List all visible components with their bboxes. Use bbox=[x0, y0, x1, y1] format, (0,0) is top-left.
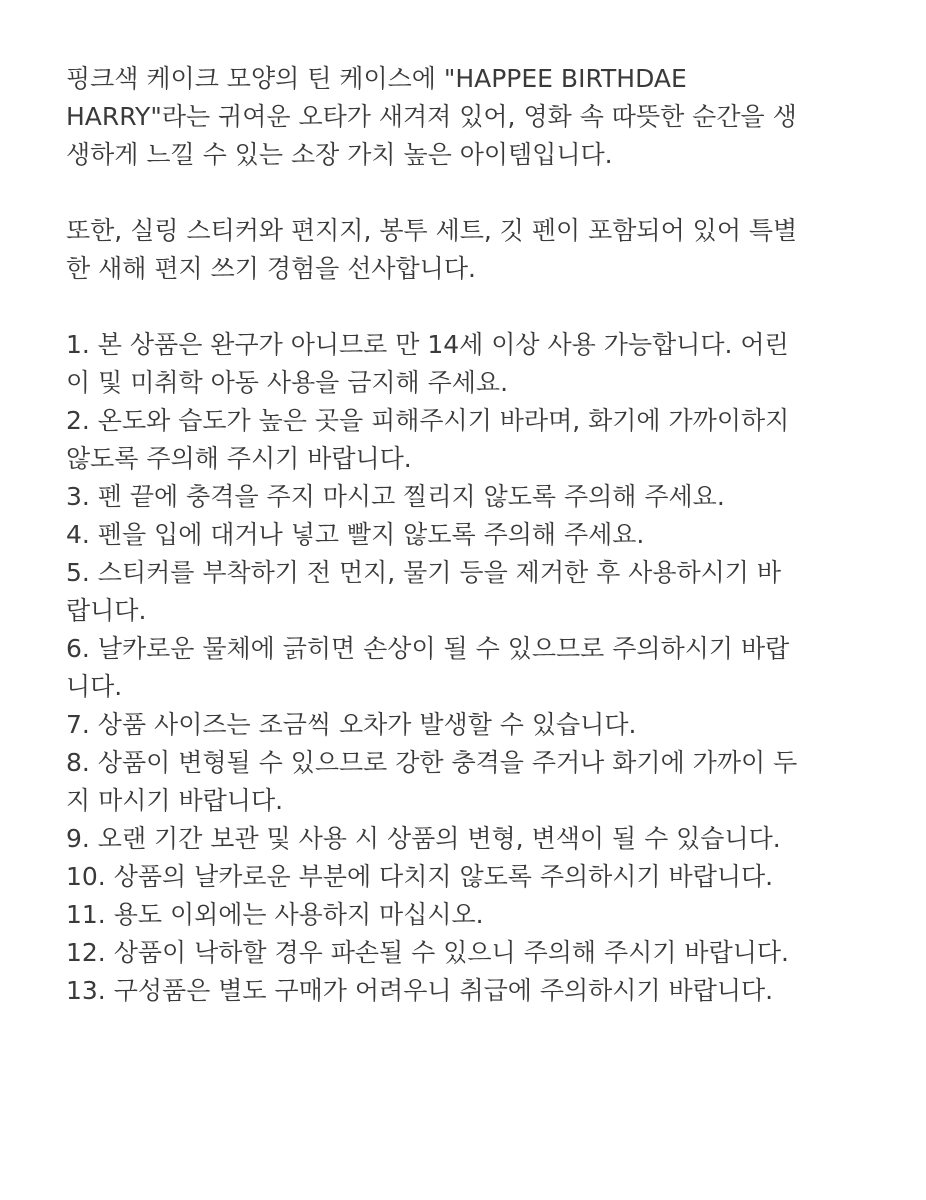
intro-line: 핑크색 케이크 모양의 틴 케이스에 "HAPPEE BIRTHDAE bbox=[66, 64, 687, 93]
notice-line: 4. 펜을 입에 대거나 넣고 빨지 않도록 주의해 주세요. bbox=[66, 520, 645, 549]
extra-line: 또한, 실링 스티커와 편지지, 봉투 세트, 깃 펜이 포함되어 있어 특별 bbox=[66, 216, 798, 245]
notice-line: 7. 상품 사이즈는 조금씩 오차가 발생할 수 있습니다. bbox=[66, 710, 637, 739]
paragraph-spacer bbox=[66, 288, 866, 326]
notice-line: 3. 펜 끝에 충격을 주지 마시고 찔리지 않도록 주의해 주세요. bbox=[66, 482, 725, 511]
intro-line: HARRY"라는 귀여운 오타가 새겨져 있어, 영화 속 따뜻한 순간을 생 bbox=[66, 102, 797, 131]
extra-line: 한 새해 편지 쓰기 경험을 선사합니다. bbox=[66, 254, 476, 283]
notice-line: 10. 상품의 날카로운 부분에 다치지 않도록 주의하시기 바랍니다. bbox=[66, 862, 774, 891]
notice-list bbox=[66, 326, 866, 1010]
extra-paragraph bbox=[66, 212, 866, 288]
notice-line: 8. 상품이 변형될 수 있으므로 강한 충격을 주거나 화기에 가까이 두 bbox=[66, 748, 798, 777]
notice-line: 이 및 미취학 아동 사용을 금지해 주세요. bbox=[66, 368, 509, 397]
notice-line: 2. 온도와 습도가 높은 곳을 피해주시기 바라며, 화기에 가까이하지 bbox=[66, 406, 790, 435]
notice-line: 9. 오랜 기간 보관 및 사용 시 상품의 변형, 변색이 될 수 있습니다. bbox=[66, 824, 781, 853]
notice-line: 5. 스티커를 부착하기 전 먼지, 물기 등을 제거한 후 사용하시기 바 bbox=[66, 558, 782, 587]
notice-line: 11. 용도 이외에는 사용하지 마십시오. bbox=[66, 900, 484, 929]
notice-line: 13. 구성품은 별도 구매가 어려우니 취급에 주의하시기 바랍니다. bbox=[66, 976, 774, 1005]
notice-line: 1. 본 상품은 완구가 아니므로 만 14세 이상 사용 가능합니다. 어린 bbox=[66, 330, 789, 359]
notice-line: 않도록 주의해 주시기 바랍니다. bbox=[66, 444, 412, 473]
paragraph-spacer bbox=[66, 174, 866, 212]
notice-line: 랍니다. bbox=[66, 596, 147, 625]
notice-line: 니다. bbox=[66, 672, 123, 701]
notice-line: 6. 날카로운 물체에 긁히면 손상이 될 수 있으므로 주의하시기 바랍 bbox=[66, 634, 790, 663]
intro-line: 생하게 느낄 수 있는 소장 가치 높은 아이템입니다. bbox=[66, 140, 613, 169]
notice-line: 12. 상품이 낙하할 경우 파손될 수 있으니 주의해 주시기 바랍니다. bbox=[66, 938, 789, 967]
intro-paragraph bbox=[66, 60, 866, 174]
notice-line: 지 마시기 바랍니다. bbox=[66, 786, 284, 815]
